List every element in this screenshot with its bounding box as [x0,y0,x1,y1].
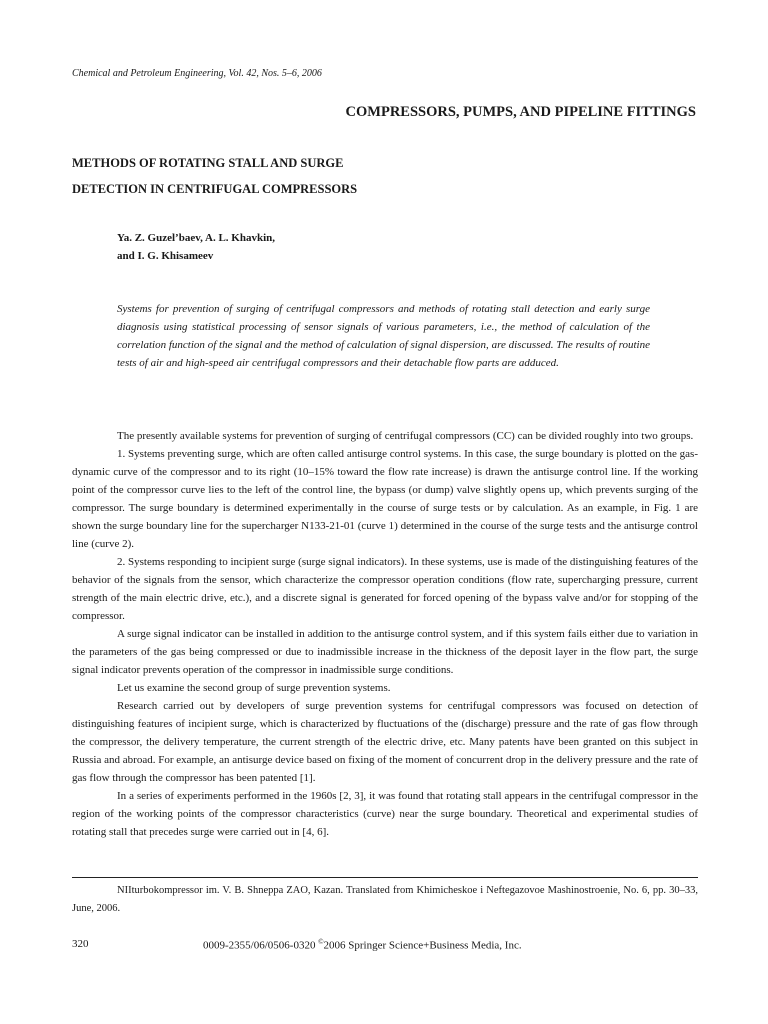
author-list [117,230,275,265]
section-heading: COMPRESSORS, PUMPS, AND PIPELINE FITTINGS [345,104,696,120]
affiliation-footnote: NIIturbokompressor im. V. B. Shneppa ZAO, Kazan. Translated from Khimicheskoe i Neftegazovoe Mashinostroenie, No. 6, pp. 30–33, June, 2006. [72,885,698,914]
authors-line-1: Ya. Z. Guzel’baev, A. L. Khavkin, [117,232,276,244]
copyright-symbol: © [318,938,324,946]
issn-code: 0009-2355/06/0506-0320 [203,939,316,952]
abstract: Systems for prevention of surging of centrifugal compressors and methods of rotating stall detection and early surge diagnosis using statistical processing of sensor signals of various parameters, i.e., the method of calculation of the correlation function of the signal and the method of calculation of signal dispersion, are discussed. The results of routine tests of air and high-speed air centrifugal compressors and their detachable flow parts are adduced. [117,303,650,369]
paragraph-7: In a series of experiments performed in the 1960s [2, 3], it was found that rotating stall appears in the centrifugal compressor in the region of the working points of the compressor characteristics (curve) near the surge boundary. Theoretical and experimental studies of rotating stall that precedes surge were carried out in [4, 6]. [72,790,698,838]
article-title [72,150,357,202]
publisher-line: 2006 Springer Science+Business Media, Inc. [323,939,522,952]
journal-citation: Chemical and Petroleum Engineering, Vol. 42, Nos. 5–6, 2006 [72,68,322,79]
body-text [72,427,698,841]
paragraph-2: 1. Systems preventing surge, which are often called antisurge control systems. In this case, the surge boundary is plotted on the gas-dynamic curve of the compressor and to its right (10–15% toward the flow rate increase) is drawn the antisurge control line. If the working point of the compressor curve lies to the left of the control line, the bypass (or dump) valve slightly opens up, which prevents surging of the compressor. The surge boundary is determined experimentally in the course of surge tests or by calculation. As an example, in Fig. 1 are shown the surge boundary line for the supercharger N133-21-01 (curve 1) determined in the course of the surge tests and the antisurge control line (curve 2). [72,448,698,550]
authors-line-2: and I. G. Khisameev [117,249,214,262]
paragraph-4: A surge signal indicator can be installed in addition to the antisurge control system, and if this system fails either due to variation in the parameters of the gas being compressed or due to inadmissible increase in the thickness of the deposit layer in the flow part, the surge signal indicator prevents operation of the compressor in inadmissible surge conditions. [72,628,698,676]
title-line-1: METHODS OF ROTATING STALL AND SURGE [72,156,344,170]
title-line-2: DETECTION IN CENTRIFUGAL COMPRESSORS [72,182,358,196]
copyright-line [203,938,522,952]
footnote-divider [72,877,698,878]
paragraph-1: The presently available systems for prevention of surging of centrifugal compressors (CC) can be divided roughly into two groups. [117,430,694,442]
paragraph-6: Research carried out by developers of surge prevention systems for centrifugal compressors was focused on detection of distinguishing features of incipient surge, which is characterized by fluctuations of the (discharge) pressure and the rate of gas flow through the compressor, the delivery temperature, the current strength of the electric drive, etc. Many patents have been granted on this subject in Russia and abroad. For example, an antisurge device based on fixing of the moment of concurrent drop in the delivery pressure and the rate of gas flow through the compressor has been patented [1]. [72,700,698,784]
page-number: 320 [72,938,89,950]
paragraph-3: 2. Systems responding to incipient surge (surge signal indicators). In these systems, use is made of the distinguishing features of the behavior of the signals from the sensor, which characterize the compressor operation conditions (flow rate, supercharging pressure, current strength of the main electric drive, etc.), and a discrete signal is generated for forced opening of the bypass valve and/or for stopping of the compressor. [72,556,698,622]
paragraph-5: Let us examine the second group of surge prevention systems. [117,682,391,694]
